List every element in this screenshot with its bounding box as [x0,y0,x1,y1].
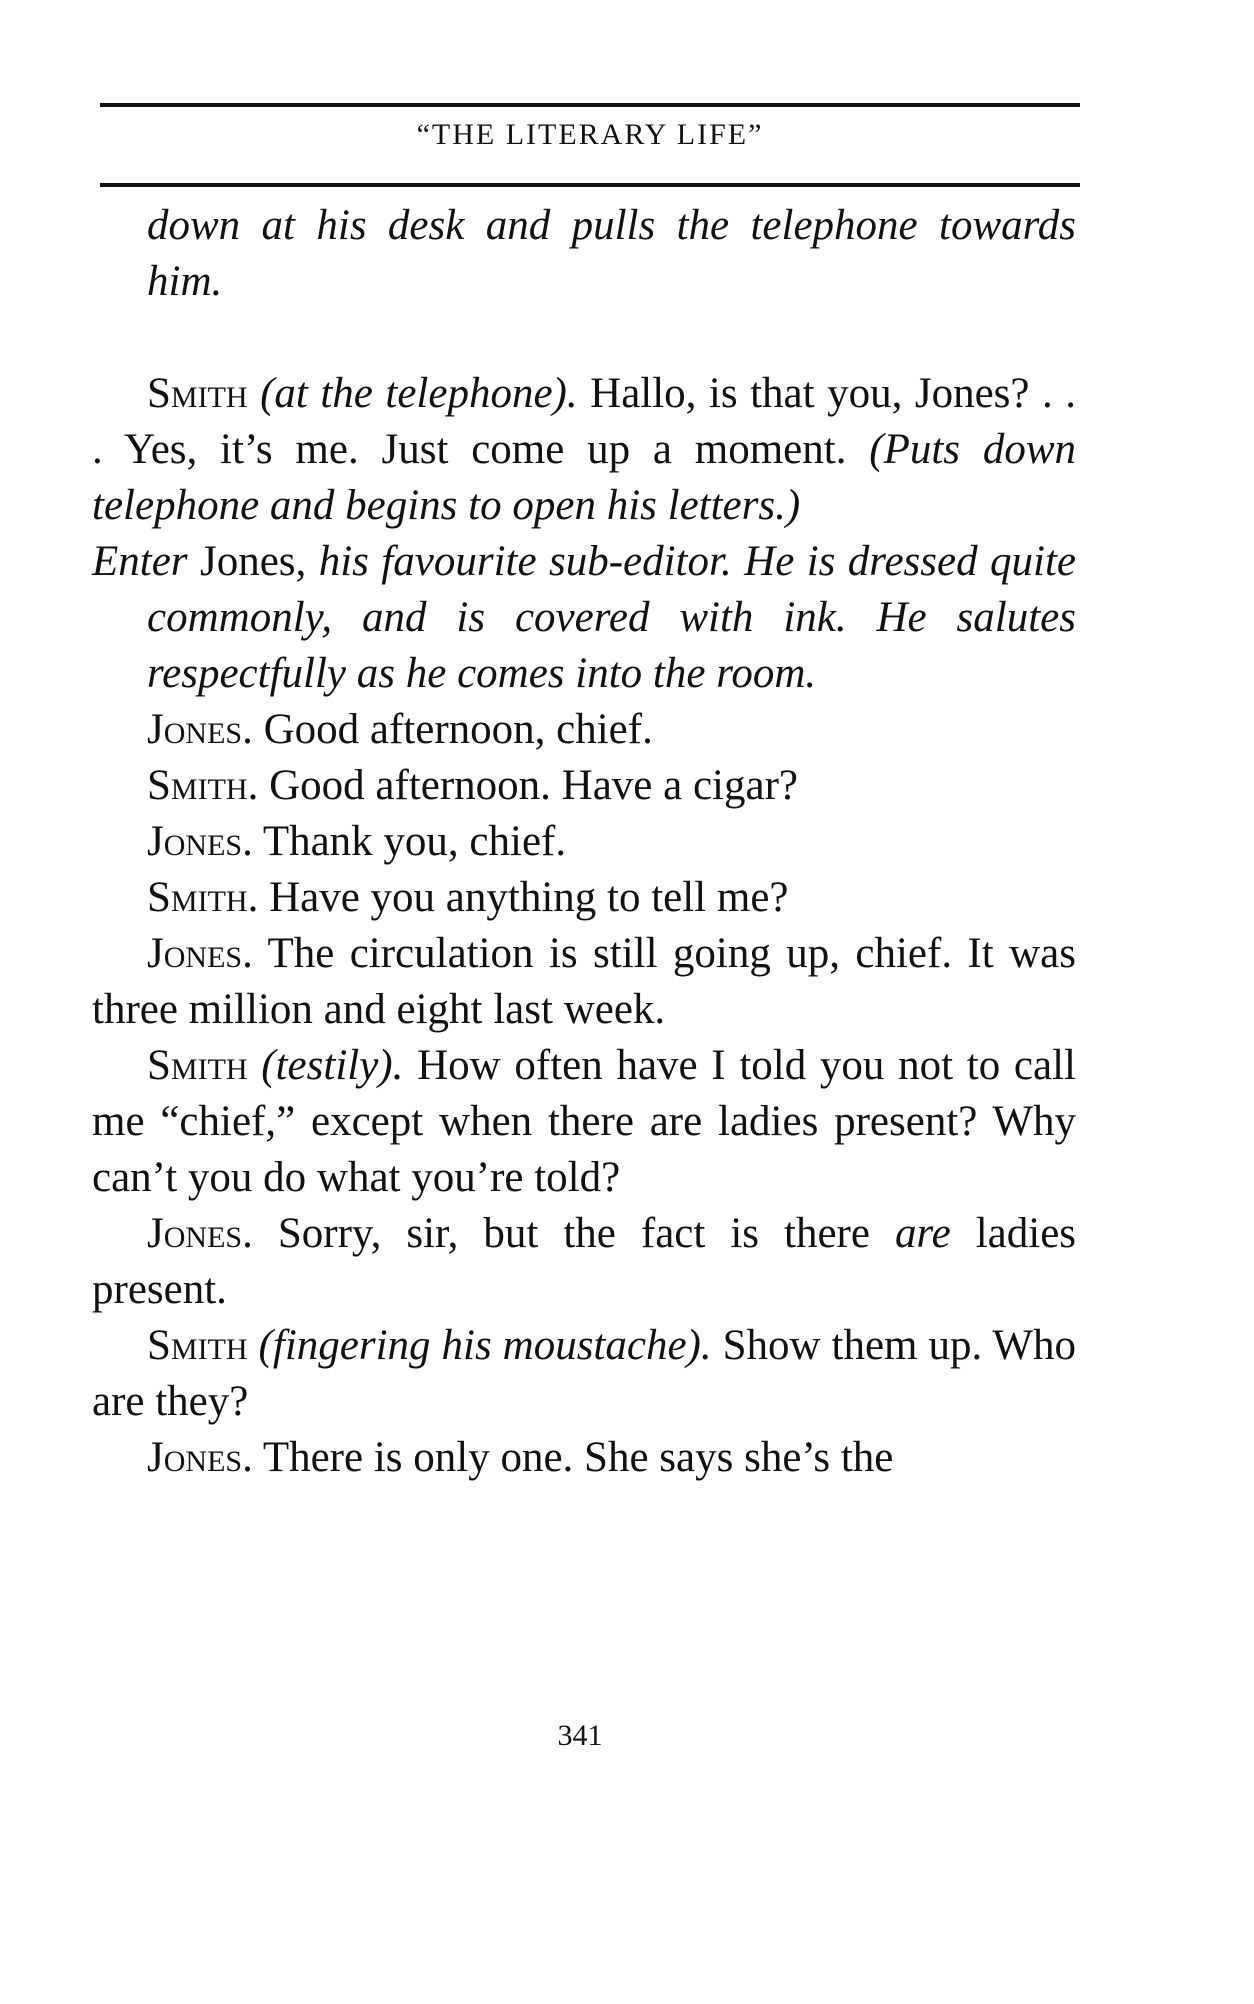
stage-text: his favourite sub-editor. He is dressed quite commonly, and is covered with ink. He salutes respectfully as he comes into the room. [147,538,1076,697]
speaker-name: Jones. [147,930,253,977]
emphasis: are [894,1210,951,1257]
speech-text: Have you anything to tell me? [269,874,789,921]
stage-direction-continued [92,198,1076,310]
speech-text: The circulation is still going up, chief. It was three million and eight last week. [92,930,1076,1033]
speech-jones [92,702,1076,758]
speaker-name: Smith [147,370,248,417]
speech-smith-moustache [92,1318,1076,1430]
page-body [92,198,1076,1486]
stage-direction: (Puts down telephone and begins to open his letters.) [92,426,1077,529]
speaker-name: Smith. [147,762,259,809]
stage-direction: (at the telephone). [260,370,578,417]
speech-jones [92,926,1076,1038]
speaker-name: Smith [147,1322,248,1369]
speaker-name: Jones. [147,1210,253,1257]
speech-smith-testily [92,1038,1076,1206]
header-rule-top [100,103,1080,107]
enter-word: Enter [92,538,188,585]
header-rule-bottom [100,183,1080,187]
speaker-name: Smith. [147,874,259,921]
speech-text: Hallo, is that you, Jones? . . . Yes, it’s me. Just come up a moment. [92,370,1076,473]
speaker-name: Jones. [147,706,253,753]
stage-direction: (fingering his moustache). [258,1322,712,1369]
speech-jones [92,1430,1076,1486]
speech-smith [92,870,1076,926]
stage-direction-enter-jones [92,534,1076,702]
speaker-name: Jones. [147,1434,253,1481]
speaker-name: Jones. [147,818,253,865]
speech-smith [92,758,1076,814]
speech-text: Good afternoon. Have a cigar? [269,762,798,809]
stage-direction: (testily). [261,1042,404,1089]
speech-jones [92,1206,1076,1318]
stage-text: down at his desk and pulls the telephone towards him. [147,202,1076,305]
speech-smith-telephone [92,366,1076,534]
running-head: “THE LITERARY LIFE” [416,118,764,151]
paragraph-gap [92,310,1076,366]
speech-text: How often have I told you not to call me “chief,” except when there are ladies present? Why can’t you do what you’re told? [92,1042,1076,1201]
speaker-name: Smith [147,1042,248,1089]
speech-jones [92,814,1076,870]
speech-text: Show them up. Who are they? [92,1322,1076,1425]
character-name: Jones, [199,538,307,585]
speech-text: Good afternoon, chief. [263,706,653,753]
speech-text: ladies present. [92,1210,1077,1313]
speech-text: Thank you, chief. [262,818,567,865]
speech-text: Sorry, sir, but the fact is there [277,1210,870,1257]
page-number: 341 [557,1719,603,1752]
speech-text: There is only one. She says she’s the [262,1434,894,1481]
